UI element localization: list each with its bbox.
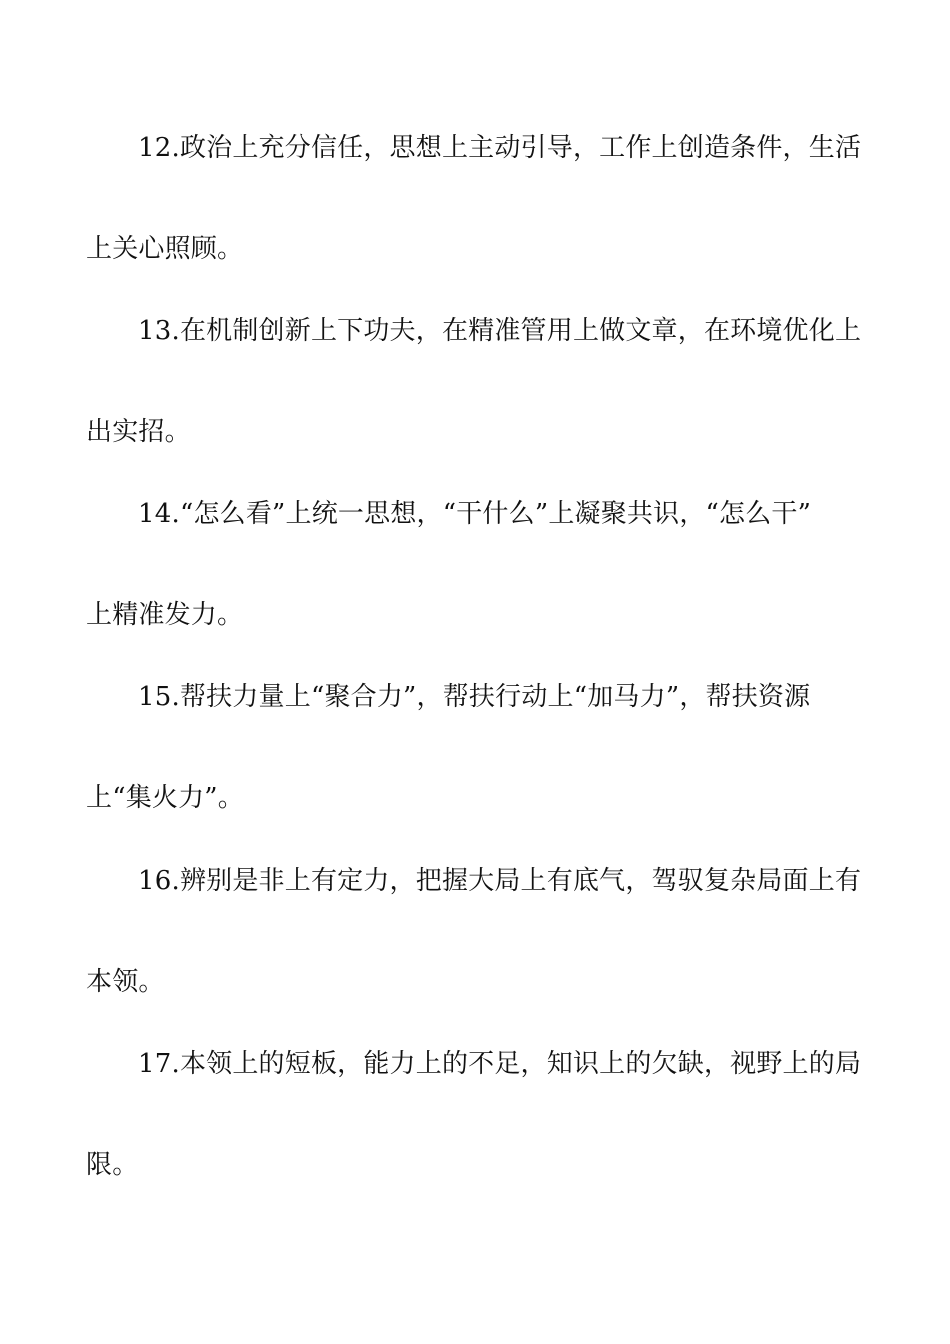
- item-14-line-2: 上精准发力。: [86, 600, 244, 630]
- item-17-line-1: 17.本领上的短板，能力上的不足，知识上的欠缺，视野上的局: [138, 1049, 862, 1079]
- item-16-line-1: 16.辨别是非上有定力，把握大局上有底气，驾驭复杂局面上有: [138, 866, 862, 896]
- item-16-line-2: 本领。: [86, 967, 165, 997]
- item-12-line-1: 12.政治上充分信任，思想上主动引导，工作上创造条件，生活: [138, 133, 862, 163]
- item-15-line-1: 15.帮扶力量上“聚合力”，帮扶行动上“加马力”，帮扶资源: [138, 682, 811, 712]
- item-14-line-1: 14.“怎么看”上统一思想，“干什么”上凝聚共识，“怎么干”: [138, 499, 812, 529]
- item-13-line-2: 出实招。: [86, 417, 191, 447]
- item-12-line-2: 上关心照顾。: [86, 234, 244, 264]
- item-13-line-1: 13.在机制创新上下功夫，在精准管用上做文章，在环境优化上: [138, 316, 862, 346]
- item-15-line-2: 上“集火力”。: [86, 783, 244, 813]
- item-17-line-2: 限。: [86, 1150, 139, 1180]
